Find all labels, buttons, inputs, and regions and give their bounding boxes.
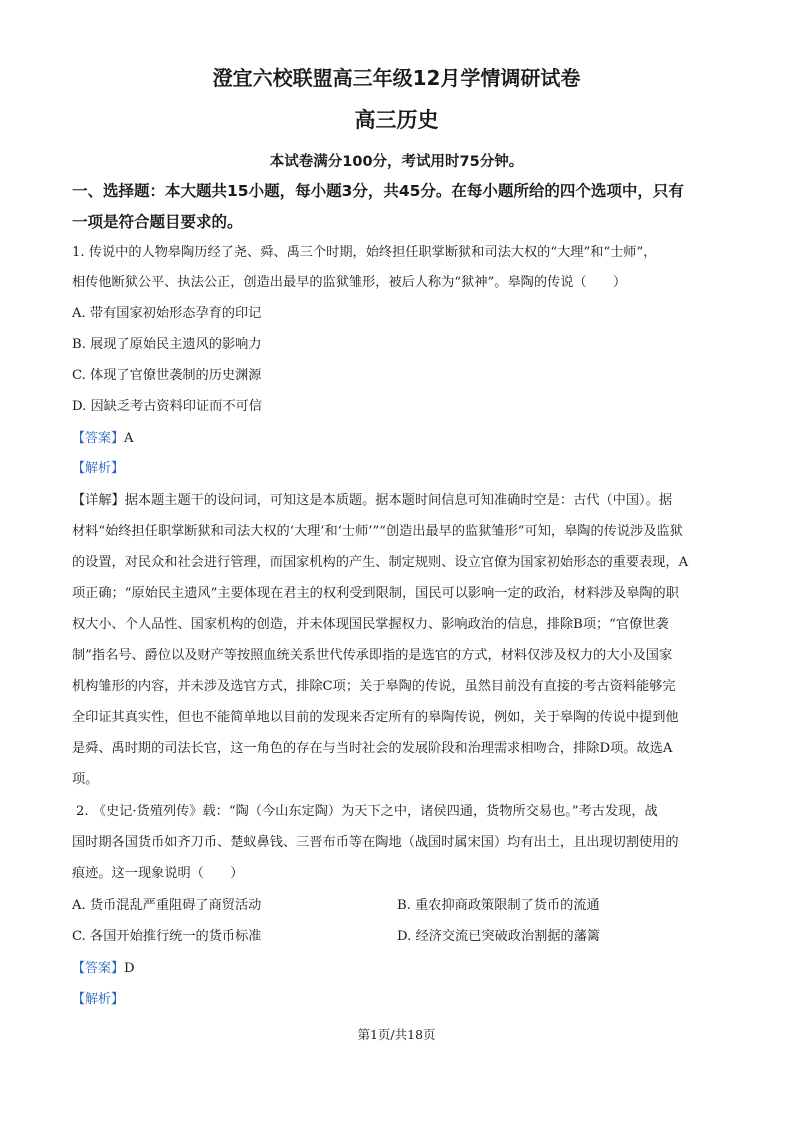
- q1-detail-line-7: 机构雏形的内容，并未涉及选官方式，排除C项；关于皋陶的传说，虽然目前没有直接的考古资料能够完: [72, 679, 676, 694]
- q2-analysis: [72, 990, 124, 1010]
- q2-option-c: C. 各国开始推行统一的货币标准: [72, 929, 262, 944]
- page-indicator: 第1页/共18页: [357, 1027, 436, 1042]
- analysis-tag: 【解析】: [72, 992, 125, 1007]
- detail-text: 据本题主题干的设问词，可知这是本质题。据本题时间信息可知准确时空是：古代（中国）。据: [124, 493, 673, 508]
- q1-option-b: B. 展现了原始民主遗风的影响力: [72, 337, 262, 352]
- q1-answer: [72, 429, 134, 449]
- q1-detail-line-2: 材料“始终担任职掌断狱和司法大权的‘大理’和‘士师’”“创造出最早的监狱雏形”可知，皋陶的传说涉及监狱: [72, 524, 683, 539]
- q1-option-a: A. 带有国家初始形态孕育的印记: [72, 306, 262, 321]
- q2-stem-line-1: 2. 《史记·货殖列传》载：“陶（今山东定陶）为天下之中，诸侯四通，货物所交易也。”考古发现，战: [76, 804, 658, 819]
- answer-tag: 【答案】: [72, 431, 125, 446]
- q1-option-c: C. 体现了官僚世袭制的历史渊源: [72, 368, 262, 383]
- answer-tag: 【答案】: [72, 961, 125, 976]
- exam-info: 本试卷满分100分，考试用时75分钟。: [269, 154, 524, 170]
- q1-detail-line-3: 的设置，对民众和社会进行管理，而国家机构的产生、制定规则、设立官僚为国家初始形态的重要表现，A: [72, 555, 689, 570]
- q1-analysis: [72, 459, 124, 479]
- q2-option-b: B. 重农抑商政策限制了货币的流通: [397, 898, 600, 913]
- detail-tag: 【详解】: [72, 493, 125, 508]
- q1-detail-line-5: 权大小、个人品性、国家机构的创造，并未体现国民掌握权力、影响政治的信息，排除B项；“官僚世袭: [72, 617, 669, 632]
- q2-stem-line-2: 国时期各国货币如齐刀币、楚蚁鼻钱、三晋布币等在陶地（战国时属宋国）均有出土，且出现切割使用的: [72, 835, 679, 850]
- answer-value: A: [124, 431, 134, 446]
- exam-title: 澄宜六校联盟高三年级12月学情调研试卷: [212, 66, 581, 90]
- q2-option-d: D. 经济交流已突破政治割据的藩篱: [397, 929, 601, 944]
- q1-detail-line-4: 项正确；“原始民主遗风”主要体现在君主的权利受到限制，国民可以影响一定的政治，材料涉及皋陶的职: [72, 586, 679, 601]
- q2-option-a: A. 货币混乱严重阻碍了商贸活动: [72, 898, 262, 913]
- subject-title: 高三历史: [354, 108, 439, 132]
- q1-detail-line-6: 制”指名号、爵位以及财产等按照血统关系世代传承即指的是选官的方式，材料仅涉及权力的大小及国家: [72, 648, 673, 663]
- q1-stem-line-1: 1. 传说中的人物皋陶历经了尧、舜、禹三个时期，始终担任职掌断狱和司法大权的“大理”和“士师”，: [72, 245, 657, 260]
- answer-value: D: [124, 961, 135, 976]
- q1-detail-line-9: 是舜、禹时期的司法长官，这一角色的存在与当时社会的发展阶段和治理需求相吻合，排除D项。故选A: [72, 741, 673, 756]
- q2-answer: [72, 959, 135, 979]
- q2-stem-line-3: 痕迹。这一现象说明（ ）: [72, 866, 244, 881]
- section-heading-line-2: 一项是符合题目要求的。: [72, 213, 243, 231]
- section-heading: [72, 176, 732, 238]
- q1-stem-line-2: 相传他断狱公平、执法公正，创造出最早的监狱雏形，被后人称为“狱神”。皋陶的传说（ ）: [72, 275, 627, 290]
- analysis-tag: 【解析】: [72, 461, 125, 476]
- q1-detail-line-1: [72, 491, 672, 511]
- q1-detail-line-10: 项。: [72, 772, 99, 787]
- q1-detail-line-8: 全印证其真实性，但也不能简单地以目前的发现来否定所有的皋陶传说，例如，关于皋陶的传说中提到他: [72, 710, 679, 725]
- q1-option-d: D. 因缺乏考古资料印证而不可信: [72, 399, 262, 414]
- section-heading-line-1: 一、选择题：本大题共15小题，每小题3分，共45分。在每小题所给的四个选项中，只有: [72, 182, 684, 200]
